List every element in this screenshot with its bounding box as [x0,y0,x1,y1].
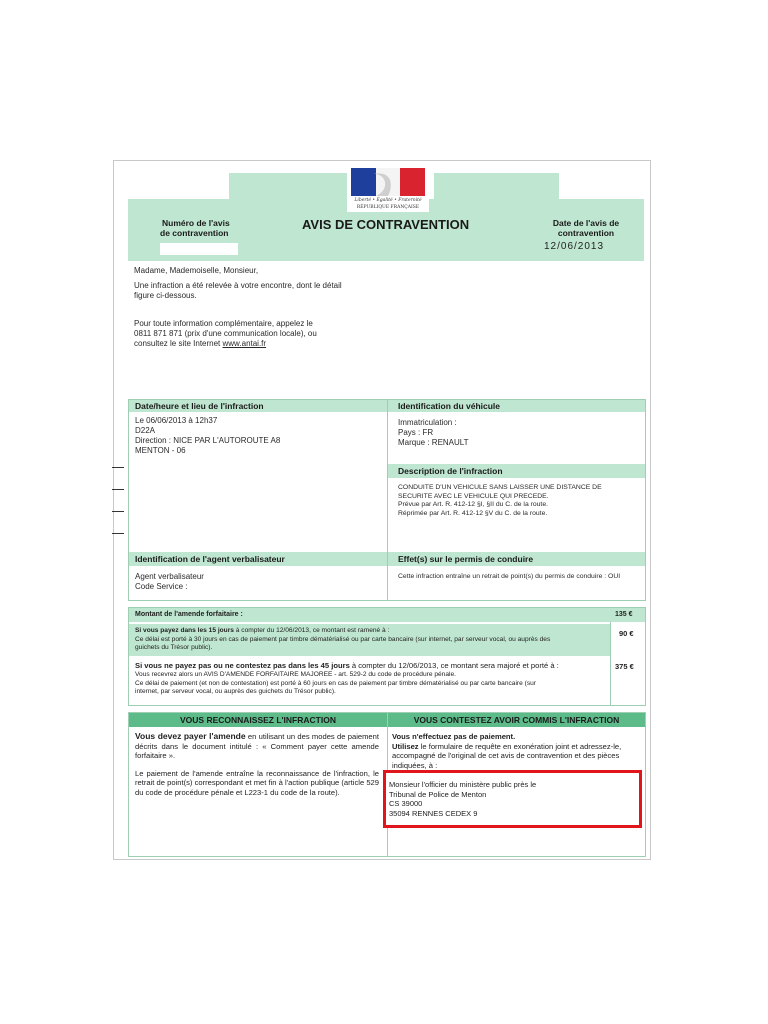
header-right-tab [434,173,559,203]
header-left-tab [229,173,354,203]
fine-early-rest: à compter du 12/06/2013, ce montant est ramené à : [233,627,390,634]
contest-p2-rest: le formulaire de requête en exonération joint et adressez-le, accompagné de l'original de cet avis de contravention et des pièces indiquées, à : [392,741,622,770]
edge-mark [112,489,124,490]
contest-p2-bold: Utilisez [392,741,419,751]
contravention-notice [113,160,651,860]
recognize-p1-rest: en utilisant un des modes de paiement décrits dans le document intitulé : « Comment payer cette amende forfaitaire ». [135,732,379,760]
infraction-line: D22A [135,426,156,435]
intro-line-1: Une infraction a été relevée à votre encontre, dont le détail [134,281,342,290]
notice-number-redacted [160,243,238,255]
fine-early-line1 [135,627,605,636]
agent-line: Code Service : [135,582,188,591]
infraction-line: Direction : NICE PAR L'AUTOROUTE A8 [135,436,281,445]
intro-line-2: figure ci-dessous. [134,291,197,300]
flag-white-band [376,168,400,196]
agent-line: Agent verbalisateur [135,572,204,581]
info-block [134,319,394,349]
intro-block [134,266,394,301]
vehicle-line: Marque : RENAULT [398,438,469,447]
infraction-line: MENTON - 06 [135,446,186,455]
flag-red-band [400,168,425,196]
grid-divider-vertical [387,400,388,600]
address-line: Tribunal de Police de Menton [389,789,487,799]
edge-mark [112,533,124,534]
notice-number-label-line1: Numéro de l'avis [162,218,230,228]
contest-address [389,780,536,818]
agent-details [135,572,380,592]
details-grid [128,399,646,601]
notice-number-label [162,218,230,238]
amount-column-divider [610,608,611,705]
infraction-line: Le 06/06/2013 à 12h37 [135,416,218,425]
fine-late-rest: à compter du 12/06/2013, ce montant sera majoré et porté à : [349,661,559,670]
fine-late-line2: Vous recevrez alors un AVIS D'AMENDE FORFAITAIRE MAJOREE - art. 529-2 du code de procédure pénale. [135,671,456,678]
fine-section [128,607,646,706]
fine-early-line3: guichets du Trésor public). [135,644,213,651]
info-line-3-prefix: consultez le site Internet [134,339,223,348]
recognize-paragraph-2: Le paiement de l'amende entraîne la reconnaissance de l'infraction, le retrait de point(s) correspondant et met fin à l'action publique (article 529 du code de procédure pénale et L223-1 du code de la route). [135,768,379,797]
description-line: SECURITE AVEC LE VEHICULE QUI PRECEDE. [398,492,549,500]
flag-logo-icon [351,168,425,196]
republique-text: RÉPUBLIQUE FRANÇAISE [356,205,420,210]
fine-late-line4: internet, par serveur vocal, ou auprès des guichets du Trésor public). [135,688,336,695]
permit-details: Cette infraction entraîne un retrait de point(s) du permis de conduire : OUI [398,573,621,580]
antai-link[interactable]: www.antai.fr [222,339,267,348]
notice-date-label-line1: Date de l'avis de [552,218,620,228]
info-line-2: 0811 871 871 (prix d'une communication locale), ou [134,329,317,338]
fine-base-amount: 135 € [615,611,633,618]
fine-early-bold: Si vous payez dans les 15 jours [135,627,234,634]
vehicle-heading: Identification du véhicule [388,400,645,412]
notice-date-label [538,218,634,238]
description-line: CONDUITE D'UN VEHICULE SANS LAISSER UNE DISTANCE DE [398,484,602,491]
address-line: Monsieur l'officier du ministère public près le [389,780,537,789]
contest-paragraph-2 [392,742,642,771]
vehicle-line: Immatriculation : [398,418,457,427]
agent-heading: Identification de l'agent verbalisateur [129,552,387,566]
motto-text: Liberté • Égalité • Fraternité [354,198,422,203]
infraction-details [135,416,380,456]
edge-mark [112,511,124,512]
recognize-paragraph-1 [135,732,379,761]
vehicle-line: Pays : FR [398,428,434,437]
fine-late-line3: Ce délai de paiement (et non de contestation) est porté à 60 jours en cas de paiement par timbre dématérialisé ou par carte bancaire (sur [135,679,536,687]
recognize-text [135,732,379,797]
permit-heading: Effet(s) sur le permis de conduire [388,552,645,566]
salutation: Madame, Mademoiselle, Monsieur, [134,266,259,275]
republic-emblem [347,166,429,212]
fine-late-amount: 375 € [615,662,634,671]
description-line: Prévue par Art. R. 412-12 §I, §II du C. de la route. [398,501,548,508]
contest-address-highlight [383,770,642,828]
fine-late-text [135,661,605,697]
page-title: AVIS DE CONTRAVENTION [302,217,470,232]
contest-p1-bold: Vous n'effectuez pas de paiement. [392,732,516,741]
description-line: Réprimée par Art. R. 412-12 §V du C. de la route. [398,509,548,517]
fine-early-line2: Ce délai est porté à 30 jours en cas de paiement par timbre dématérialisé ou par carte bancaire (sur internet, par serveur vocal, ou auprès des [135,635,551,643]
recognize-p1-bold: Vous devez payer l'amende [135,731,246,741]
notice-number-label-line2: de contravention [160,228,229,238]
vehicle-details [398,418,638,448]
contest-text [392,732,642,770]
description-details [398,484,643,518]
fine-base-label: Montant de l'amende forfaitaire : [135,611,243,618]
infraction-heading: Date/heure et lieu de l'infraction [129,400,387,412]
info-line-3 [134,339,394,349]
description-heading: Description de l'infraction [388,464,645,478]
notice-date: 12/06/2013 [544,241,605,252]
info-line-1: Pour toute information complémentaire, appelez le [134,319,313,328]
marianne-profile-icon [368,172,392,200]
contest-heading: VOUS CONTESTEZ AVOIR COMMIS L'INFRACTION [388,713,645,727]
address-line: CS 39000 [389,799,423,808]
fine-early-amount: 90 € [619,629,634,638]
address-line: 35094 RENNES CEDEX 9 [389,808,478,818]
fine-late-line1 [135,661,605,671]
recognize-heading: VOUS RECONNAISSEZ L'INFRACTION [129,713,387,727]
notice-date-label-line2: contravention [557,228,615,238]
edge-mark [112,467,124,468]
fine-early-text [135,627,605,653]
fine-late-bold: Si vous ne payez pas ou ne contestez pas dans les 45 jours [135,661,350,670]
